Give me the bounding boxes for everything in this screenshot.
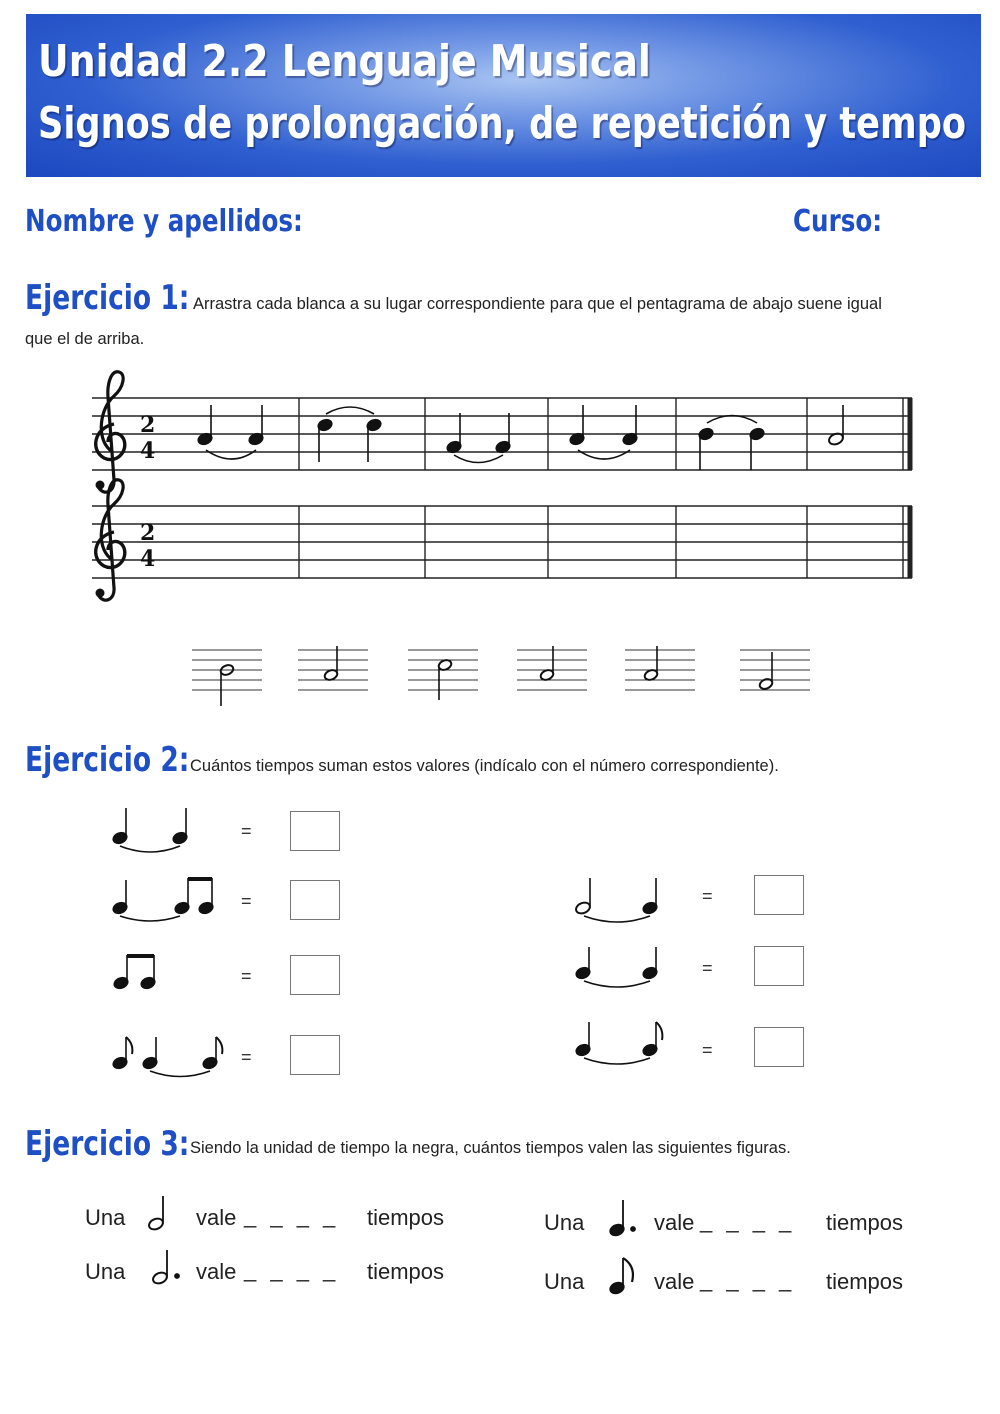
draggable-half-note-3[interactable]	[408, 642, 478, 706]
equals-sign: =	[241, 1047, 252, 1067]
treble-clef-icon	[96, 480, 125, 600]
answer-blank-4[interactable]: _ _ _ _	[700, 1267, 796, 1292]
answer-blank-1[interactable]: _ _ _ _	[244, 1203, 340, 1228]
vale-label: vale	[654, 1210, 695, 1235]
name-label: Nombre y apellidos:	[25, 204, 303, 239]
half-note-icon	[517, 642, 587, 706]
una-label: Una	[85, 1205, 126, 1230]
half-note-icon	[408, 642, 478, 706]
answer-blank-3[interactable]: _ _ _ _	[700, 1208, 796, 1233]
staff-reference	[92, 398, 912, 470]
course-label: Curso:	[793, 204, 883, 239]
exercise1-instruction-cont: que el de arriba.	[25, 330, 145, 348]
half-note-icon	[298, 642, 368, 706]
draggable-half-note-5[interactable]	[625, 642, 695, 706]
equals-sign: =	[702, 1040, 713, 1060]
draggable-half-note-6[interactable]	[740, 642, 810, 706]
exercise2-figures	[112, 808, 663, 1077]
draggable-half-note-1[interactable]	[192, 642, 262, 706]
vale-label: vale	[196, 1259, 237, 1284]
equals-sign: =	[241, 891, 252, 911]
tiempos-label: tiempos	[367, 1259, 445, 1284]
reference-notes	[197, 405, 845, 470]
draggable-half-note-2[interactable]	[298, 642, 368, 706]
answer-box-5[interactable]	[754, 875, 804, 915]
answer-box-7[interactable]	[754, 1027, 804, 1067]
half-note-icon	[625, 642, 695, 706]
exercise3-label: Ejercicio 3:	[25, 1124, 190, 1164]
answer-box-4[interactable]	[290, 1035, 340, 1075]
staff-answer	[92, 506, 912, 578]
answer-box-2[interactable]	[290, 880, 340, 920]
tiempos-label: tiempos	[826, 1269, 904, 1294]
equals-sign: =	[702, 886, 713, 906]
exercise2-instruction: Cuántos tiempos suman estos valores (indícalo con el número correspondiente).	[190, 757, 779, 775]
equals-sign: =	[241, 966, 252, 986]
time-sig-bottom: 4	[140, 546, 156, 572]
equals-sign: =	[702, 958, 713, 978]
una-label: Una	[544, 1269, 585, 1294]
vale-label: vale	[196, 1205, 237, 1230]
una-label: Una	[85, 1259, 126, 1284]
tiempos-label: tiempos	[367, 1205, 445, 1230]
una-label: Una	[544, 1210, 585, 1235]
exercise2-label: Ejercicio 2:	[25, 740, 190, 780]
equals-sign: =	[241, 821, 252, 841]
unit-subtitle: Signos de prolongación, de repetición y tempo	[38, 98, 967, 149]
exercise1-label: Ejercicio 1:	[25, 278, 190, 318]
exercise1-instruction: Arrastra cada blanca a su lugar correspondiente para que el pentagrama de abajo suene igual	[193, 295, 882, 313]
treble-clef-icon	[96, 372, 125, 492]
draggable-half-note-4[interactable]	[517, 642, 587, 706]
unit-title: Unidad 2.2 Lenguaje Musical	[38, 36, 651, 87]
answer-box-6[interactable]	[754, 946, 804, 986]
answer-box-3[interactable]	[290, 955, 340, 995]
vale-label: vale	[654, 1269, 695, 1294]
tiempos-label: tiempos	[826, 1210, 904, 1235]
time-sig-top: 2	[140, 412, 156, 438]
time-sig-bottom: 4	[140, 438, 156, 464]
answer-box-1[interactable]	[290, 811, 340, 851]
exercise3-instruction: Siendo la unidad de tiempo la negra, cuántos tiempos valen las siguientes figuras.	[190, 1139, 791, 1157]
time-sig-top: 2	[140, 520, 156, 546]
answer-blank-2[interactable]: _ _ _ _	[244, 1257, 340, 1282]
half-note-icon	[192, 642, 262, 706]
half-note-icon	[740, 642, 810, 706]
